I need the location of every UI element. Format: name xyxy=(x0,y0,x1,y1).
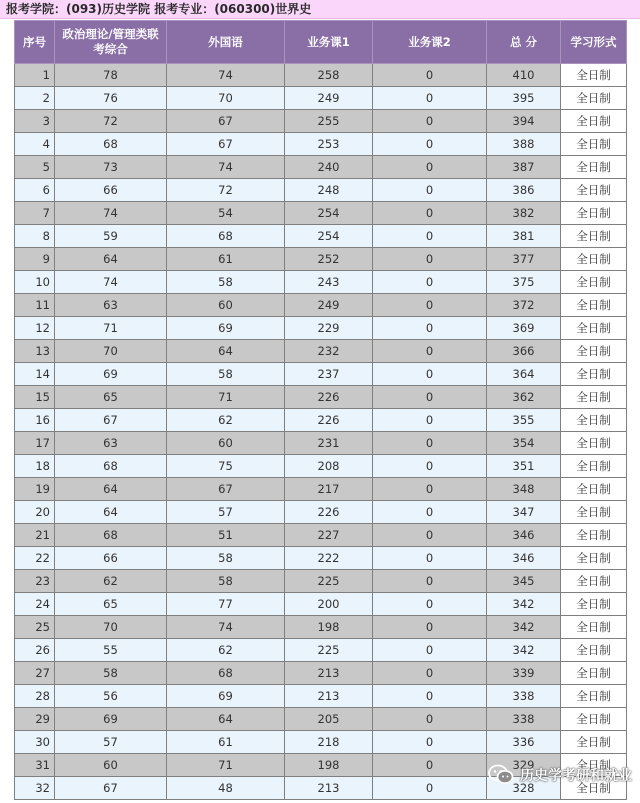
cell-total: 339 xyxy=(487,662,561,685)
cell-study-mode: 全日制 xyxy=(561,616,627,639)
cell-total: 386 xyxy=(487,179,561,202)
cell-course1: 217 xyxy=(285,478,373,501)
cell-course1: 248 xyxy=(285,179,373,202)
cell-course2: 0 xyxy=(373,317,487,340)
cell-foreign-language: 75 xyxy=(167,455,285,478)
cell-index: 27 xyxy=(15,662,55,685)
cell-total: 394 xyxy=(487,110,561,133)
cell-total: 346 xyxy=(487,524,561,547)
cell-foreign-language: 60 xyxy=(167,294,285,317)
cell-politics: 56 xyxy=(55,685,167,708)
cell-course1: 205 xyxy=(285,708,373,731)
cell-index: 8 xyxy=(15,225,55,248)
cell-study-mode: 全日制 xyxy=(561,432,627,455)
cell-foreign-language: 71 xyxy=(167,386,285,409)
cell-politics: 64 xyxy=(55,478,167,501)
table-row xyxy=(15,340,627,363)
cell-foreign-language: 51 xyxy=(167,524,285,547)
cell-total: 345 xyxy=(487,570,561,593)
cell-course2: 0 xyxy=(373,593,487,616)
cell-politics: 62 xyxy=(55,570,167,593)
cell-index: 18 xyxy=(15,455,55,478)
cell-course2: 0 xyxy=(373,363,487,386)
cell-index: 9 xyxy=(15,248,55,271)
cell-politics: 55 xyxy=(55,639,167,662)
cell-total: 328 xyxy=(487,777,561,800)
cell-total: 387 xyxy=(487,156,561,179)
cell-foreign-language: 72 xyxy=(167,179,285,202)
table-row xyxy=(15,524,627,547)
cell-course2: 0 xyxy=(373,731,487,754)
cell-foreign-language: 58 xyxy=(167,271,285,294)
cell-index: 25 xyxy=(15,616,55,639)
cell-total: 372 xyxy=(487,294,561,317)
cell-politics: 66 xyxy=(55,547,167,570)
cell-course1: 253 xyxy=(285,133,373,156)
cell-politics: 70 xyxy=(55,340,167,363)
cell-politics: 63 xyxy=(55,432,167,455)
col-header-total: 总 分 xyxy=(487,21,561,64)
cell-course2: 0 xyxy=(373,570,487,593)
cell-study-mode: 全日制 xyxy=(561,524,627,547)
cell-index: 7 xyxy=(15,202,55,225)
table-row xyxy=(15,570,627,593)
table-row xyxy=(15,662,627,685)
cell-politics: 68 xyxy=(55,133,167,156)
table-row xyxy=(15,731,627,754)
cell-foreign-language: 61 xyxy=(167,731,285,754)
cell-politics: 60 xyxy=(55,754,167,777)
cell-total: 346 xyxy=(487,547,561,570)
cell-foreign-language: 74 xyxy=(167,616,285,639)
cell-course1: 198 xyxy=(285,754,373,777)
table-row xyxy=(15,110,627,133)
cell-course2: 0 xyxy=(373,501,487,524)
cell-study-mode: 全日制 xyxy=(561,340,627,363)
cell-politics: 74 xyxy=(55,271,167,294)
cell-course1: 258 xyxy=(285,64,373,87)
cell-study-mode: 全日制 xyxy=(561,455,627,478)
cell-politics: 71 xyxy=(55,317,167,340)
table-row xyxy=(15,409,627,432)
cell-total: 362 xyxy=(487,386,561,409)
cell-politics: 69 xyxy=(55,708,167,731)
cell-politics: 58 xyxy=(55,662,167,685)
cell-course1: 243 xyxy=(285,271,373,294)
cell-course2: 0 xyxy=(373,432,487,455)
table-row xyxy=(15,133,627,156)
cell-total: 395 xyxy=(487,87,561,110)
cell-course2: 0 xyxy=(373,179,487,202)
cell-course1: 222 xyxy=(285,547,373,570)
cell-politics: 72 xyxy=(55,110,167,133)
cell-course2: 0 xyxy=(373,294,487,317)
col-header-course1: 业务课1 xyxy=(285,21,373,64)
cell-course1: 237 xyxy=(285,363,373,386)
cell-foreign-language: 68 xyxy=(167,662,285,685)
cell-foreign-language: 69 xyxy=(167,685,285,708)
cell-total: 348 xyxy=(487,478,561,501)
cell-course1: 254 xyxy=(285,225,373,248)
cell-course1: 226 xyxy=(285,501,373,524)
col-header-course2: 业务课2 xyxy=(373,21,487,64)
table-row xyxy=(15,708,627,731)
page-header: 报考学院：(093)历史学院 报考专业：(060300)世界史 xyxy=(0,0,640,19)
cell-index: 22 xyxy=(15,547,55,570)
col-header-index: 序号 xyxy=(15,21,55,64)
cell-foreign-language: 70 xyxy=(167,87,285,110)
table-row xyxy=(15,616,627,639)
table-row xyxy=(15,317,627,340)
cell-total: 338 xyxy=(487,685,561,708)
cell-study-mode: 全日制 xyxy=(561,202,627,225)
cell-course2: 0 xyxy=(373,524,487,547)
cell-course1: 254 xyxy=(285,202,373,225)
cell-total: 366 xyxy=(487,340,561,363)
table-head xyxy=(15,21,627,64)
cell-politics: 68 xyxy=(55,455,167,478)
cell-politics: 64 xyxy=(55,501,167,524)
cell-politics: 76 xyxy=(55,87,167,110)
cell-index: 4 xyxy=(15,133,55,156)
table-row xyxy=(15,386,627,409)
cell-total: 375 xyxy=(487,271,561,294)
cell-foreign-language: 60 xyxy=(167,432,285,455)
cell-index: 12 xyxy=(15,317,55,340)
cell-study-mode: 全日制 xyxy=(561,87,627,110)
cell-foreign-language: 68 xyxy=(167,225,285,248)
cell-course1: 218 xyxy=(285,731,373,754)
cell-course1: 200 xyxy=(285,593,373,616)
cell-total: 347 xyxy=(487,501,561,524)
table-row xyxy=(15,501,627,524)
cell-foreign-language: 64 xyxy=(167,708,285,731)
cell-course2: 0 xyxy=(373,87,487,110)
cell-foreign-language: 54 xyxy=(167,202,285,225)
cell-index: 29 xyxy=(15,708,55,731)
cell-index: 31 xyxy=(15,754,55,777)
cell-course2: 0 xyxy=(373,754,487,777)
cell-foreign-language: 64 xyxy=(167,340,285,363)
cell-politics: 64 xyxy=(55,248,167,271)
score-table xyxy=(14,20,627,800)
cell-course2: 0 xyxy=(373,225,487,248)
cell-total: 354 xyxy=(487,432,561,455)
cell-politics: 69 xyxy=(55,363,167,386)
cell-index: 23 xyxy=(15,570,55,593)
cell-course2: 0 xyxy=(373,64,487,87)
cell-index: 5 xyxy=(15,156,55,179)
cell-total: 342 xyxy=(487,639,561,662)
cell-course1: 226 xyxy=(285,386,373,409)
table-row xyxy=(15,271,627,294)
table-row xyxy=(15,156,627,179)
table-row xyxy=(15,593,627,616)
cell-course2: 0 xyxy=(373,547,487,570)
cell-foreign-language: 74 xyxy=(167,64,285,87)
cell-course1: 252 xyxy=(285,248,373,271)
cell-index: 32 xyxy=(15,777,55,800)
cell-politics: 66 xyxy=(55,179,167,202)
table-row xyxy=(15,478,627,501)
cell-foreign-language: 62 xyxy=(167,639,285,662)
cell-politics: 59 xyxy=(55,225,167,248)
cell-index: 20 xyxy=(15,501,55,524)
cell-politics: 67 xyxy=(55,777,167,800)
cell-study-mode: 全日制 xyxy=(561,409,627,432)
cell-course2: 0 xyxy=(373,616,487,639)
cell-foreign-language: 67 xyxy=(167,110,285,133)
table-row xyxy=(15,547,627,570)
cell-index: 14 xyxy=(15,363,55,386)
cell-course1: 225 xyxy=(285,570,373,593)
cell-foreign-language: 48 xyxy=(167,777,285,800)
table-row xyxy=(15,225,627,248)
cell-course1: 213 xyxy=(285,662,373,685)
table-row xyxy=(15,248,627,271)
cell-course2: 0 xyxy=(373,340,487,363)
cell-index: 21 xyxy=(15,524,55,547)
cell-politics: 78 xyxy=(55,64,167,87)
cell-course1: 240 xyxy=(285,156,373,179)
header-row xyxy=(15,21,627,64)
watermark-text: 历史学考研和就业 xyxy=(520,768,632,784)
cell-course2: 0 xyxy=(373,708,487,731)
cell-study-mode: 全日制 xyxy=(561,593,627,616)
cell-course2: 0 xyxy=(373,202,487,225)
cell-foreign-language: 61 xyxy=(167,248,285,271)
table-row xyxy=(15,639,627,662)
wechat-icon xyxy=(488,764,514,786)
cell-study-mode: 全日制 xyxy=(561,547,627,570)
cell-study-mode: 全日制 xyxy=(561,317,627,340)
cell-study-mode: 全日制 xyxy=(561,731,627,754)
cell-course2: 0 xyxy=(373,409,487,432)
table-row xyxy=(15,87,627,110)
cell-study-mode: 全日制 xyxy=(561,662,627,685)
cell-foreign-language: 58 xyxy=(167,570,285,593)
cell-politics: 70 xyxy=(55,616,167,639)
cell-politics: 74 xyxy=(55,202,167,225)
cell-index: 30 xyxy=(15,731,55,754)
cell-index: 19 xyxy=(15,478,55,501)
cell-politics: 57 xyxy=(55,731,167,754)
cell-study-mode: 全日制 xyxy=(561,294,627,317)
cell-total: 369 xyxy=(487,317,561,340)
table-row xyxy=(15,685,627,708)
cell-foreign-language: 58 xyxy=(167,547,285,570)
cell-index: 13 xyxy=(15,340,55,363)
col-header-foreign-language: 外国语 xyxy=(167,21,285,64)
cell-total: 388 xyxy=(487,133,561,156)
cell-study-mode: 全日制 xyxy=(561,133,627,156)
cell-total: 342 xyxy=(487,616,561,639)
cell-foreign-language: 77 xyxy=(167,593,285,616)
cell-study-mode: 全日制 xyxy=(561,754,627,777)
cell-foreign-language: 67 xyxy=(167,478,285,501)
cell-index: 16 xyxy=(15,409,55,432)
cell-study-mode: 全日制 xyxy=(561,708,627,731)
table-row xyxy=(15,363,627,386)
cell-study-mode: 全日制 xyxy=(561,271,627,294)
cell-study-mode: 全日制 xyxy=(561,156,627,179)
cell-foreign-language: 74 xyxy=(167,156,285,179)
cell-index: 3 xyxy=(15,110,55,133)
cell-course2: 0 xyxy=(373,662,487,685)
cell-study-mode: 全日制 xyxy=(561,777,627,800)
cell-total: 351 xyxy=(487,455,561,478)
table-row xyxy=(15,202,627,225)
table-body xyxy=(15,64,627,800)
cell-course1: 213 xyxy=(285,685,373,708)
cell-course1: 232 xyxy=(285,340,373,363)
cell-course1: 198 xyxy=(285,616,373,639)
cell-index: 1 xyxy=(15,64,55,87)
cell-total: 377 xyxy=(487,248,561,271)
cell-foreign-language: 67 xyxy=(167,133,285,156)
cell-course1: 255 xyxy=(285,110,373,133)
cell-total: 342 xyxy=(487,593,561,616)
cell-study-mode: 全日制 xyxy=(561,685,627,708)
table-row xyxy=(15,294,627,317)
cell-study-mode: 全日制 xyxy=(561,386,627,409)
cell-politics: 63 xyxy=(55,294,167,317)
cell-course2: 0 xyxy=(373,271,487,294)
cell-index: 24 xyxy=(15,593,55,616)
cell-study-mode: 全日制 xyxy=(561,110,627,133)
cell-course1: 249 xyxy=(285,87,373,110)
cell-course1: 226 xyxy=(285,409,373,432)
cell-course2: 0 xyxy=(373,455,487,478)
table-row xyxy=(15,64,627,87)
cell-study-mode: 全日制 xyxy=(561,478,627,501)
cell-politics: 65 xyxy=(55,593,167,616)
cell-total: 329 xyxy=(487,754,561,777)
cell-course1: 249 xyxy=(285,294,373,317)
cell-politics: 67 xyxy=(55,409,167,432)
cell-total: 364 xyxy=(487,363,561,386)
table-row xyxy=(15,455,627,478)
cell-course2: 0 xyxy=(373,156,487,179)
cell-index: 26 xyxy=(15,639,55,662)
cell-index: 15 xyxy=(15,386,55,409)
cell-study-mode: 全日制 xyxy=(561,363,627,386)
cell-foreign-language: 69 xyxy=(167,317,285,340)
cell-course2: 0 xyxy=(373,248,487,271)
cell-course1: 213 xyxy=(285,777,373,800)
cell-foreign-language: 58 xyxy=(167,363,285,386)
cell-course1: 231 xyxy=(285,432,373,455)
cell-total: 410 xyxy=(487,64,561,87)
cell-politics: 65 xyxy=(55,386,167,409)
cell-foreign-language: 57 xyxy=(167,501,285,524)
cell-total: 338 xyxy=(487,708,561,731)
cell-study-mode: 全日制 xyxy=(561,570,627,593)
cell-study-mode: 全日制 xyxy=(561,225,627,248)
cell-politics: 68 xyxy=(55,524,167,547)
cell-course1: 208 xyxy=(285,455,373,478)
cell-study-mode: 全日制 xyxy=(561,501,627,524)
cell-index: 2 xyxy=(15,87,55,110)
cell-course2: 0 xyxy=(373,386,487,409)
cell-study-mode: 全日制 xyxy=(561,64,627,87)
score-table-container xyxy=(14,20,626,800)
cell-politics: 73 xyxy=(55,156,167,179)
cell-total: 355 xyxy=(487,409,561,432)
cell-study-mode: 全日制 xyxy=(561,248,627,271)
table-row xyxy=(15,179,627,202)
cell-index: 11 xyxy=(15,294,55,317)
col-header-study-mode: 学习形式 xyxy=(561,21,627,64)
cell-total: 382 xyxy=(487,202,561,225)
watermark xyxy=(488,761,632,789)
cell-index: 6 xyxy=(15,179,55,202)
cell-course2: 0 xyxy=(373,639,487,662)
cell-course2: 0 xyxy=(373,777,487,800)
cell-course2: 0 xyxy=(373,110,487,133)
cell-study-mode: 全日制 xyxy=(561,179,627,202)
cell-course2: 0 xyxy=(373,133,487,156)
cell-index: 10 xyxy=(15,271,55,294)
cell-course1: 229 xyxy=(285,317,373,340)
cell-course2: 0 xyxy=(373,685,487,708)
cell-course1: 225 xyxy=(285,639,373,662)
cell-foreign-language: 62 xyxy=(167,409,285,432)
cell-total: 381 xyxy=(487,225,561,248)
cell-course1: 227 xyxy=(285,524,373,547)
cell-foreign-language: 71 xyxy=(167,754,285,777)
cell-study-mode: 全日制 xyxy=(561,639,627,662)
cell-total: 336 xyxy=(487,731,561,754)
cell-course2: 0 xyxy=(373,478,487,501)
cell-index: 28 xyxy=(15,685,55,708)
table-row xyxy=(15,432,627,455)
cell-index: 17 xyxy=(15,432,55,455)
col-header-politics: 政治理论/管理类联考综合 xyxy=(55,21,167,64)
